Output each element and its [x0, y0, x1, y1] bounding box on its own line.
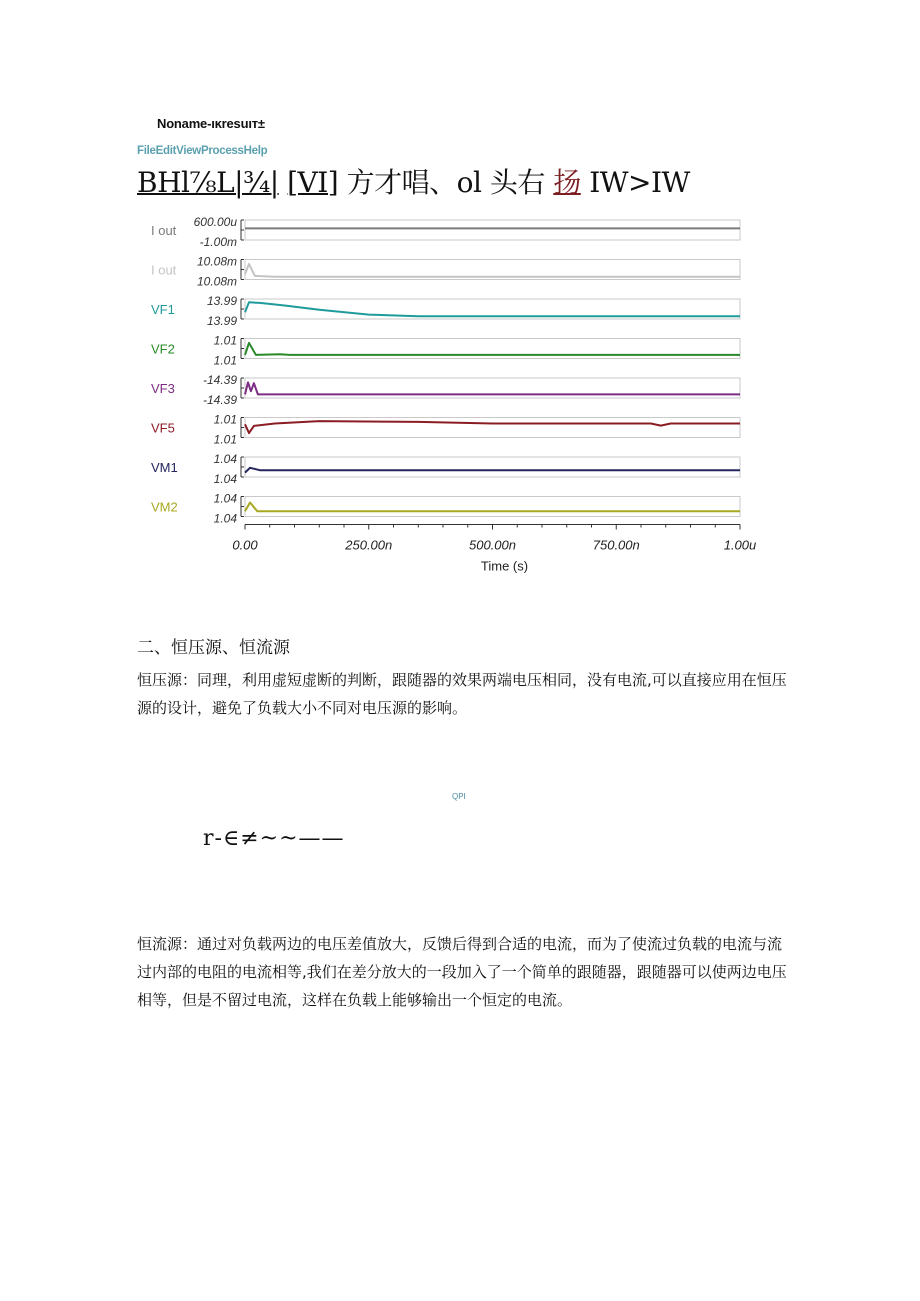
trace-axis-bracket [241, 497, 244, 517]
trace-axis-bracket [241, 339, 244, 359]
y-min-label: 13.99 [206, 314, 237, 328]
trace-name: VF5 [151, 420, 175, 436]
trace-axis-bracket [241, 299, 244, 319]
trace-axis-bracket [241, 418, 244, 438]
menu-bar [137, 145, 267, 157]
trace-panel [245, 220, 740, 240]
waveform-plot [137, 212, 777, 584]
y-max-label: 1.04 [213, 452, 237, 466]
trace-name: VF1 [151, 302, 175, 317]
menu-view[interactable]: View [176, 145, 201, 157]
x-tick-label: 750.00n [592, 537, 640, 553]
trace-axis-bracket [241, 378, 244, 398]
toolbar-vi-button[interactable]: [VI] [287, 166, 339, 199]
trace-name: VM2 [151, 499, 178, 515]
toolbar-buttons-c[interactable]: 扬 [553, 166, 581, 199]
trace-panel [245, 497, 740, 517]
y-min-label: 1.01 [213, 353, 237, 368]
trace-panel [245, 457, 740, 477]
y-min-label: 1.01 [213, 432, 237, 447]
menu-edit[interactable]: Edit [155, 145, 177, 157]
y-max-label: -14.39 [202, 373, 237, 387]
circuit-figure-text: r-∈≠~~—— [203, 826, 345, 851]
y-max-label: 1.01 [213, 412, 237, 427]
x-tick-label: 0.00 [232, 537, 258, 553]
x-axis-label: Time (s) [480, 558, 529, 574]
paragraph-voltage-source: 恒压源：同理，利用虚短虚断的判断，跟随器的效果两端电压相同，没有电流,可以直接应用在恒压源的设计，避免了负载大小不同对电压源的影响。 [137, 671, 787, 717]
menu-help[interactable]: Help [243, 145, 268, 157]
trace-axis-bracket [241, 260, 244, 280]
figure-label: QPI [452, 792, 466, 801]
x-tick-label: 1.00u [723, 537, 757, 553]
trace-name: VF3 [151, 381, 175, 396]
y-min-label: -1.00m [199, 235, 237, 249]
toolbar-buttons-d[interactable]: IW>IW [589, 166, 690, 199]
y-min-label: -14.39 [202, 393, 237, 407]
app-title: Noname-ıĸresuıт± [157, 116, 265, 131]
toolbar [137, 163, 690, 203]
y-max-label: 10.08m [196, 254, 237, 269]
y-max-label: 13.99 [206, 294, 237, 308]
waveform-chart [137, 212, 777, 584]
y-max-label: 1.01 [213, 333, 237, 348]
y-max-label: 1.04 [213, 491, 237, 506]
x-tick-label: 500.00n [469, 537, 516, 553]
paragraph-current-source: 恒流源：通过对负载两边的电压差值放大，反馈后得到合适的电流，而为了使流过负载的电流与流过内部的电阻的电流相等,我们在差分放大的一段加入了一个简单的跟随器，跟随器可以使两边电压相等，但是不留过电流，这样在负载上能够输出一个恒定的电流。 [137, 935, 787, 1009]
trace-axis-bracket [241, 457, 244, 477]
trace-name: I out [151, 223, 177, 238]
y-min-label: 10.08m [196, 274, 237, 289]
trace-name: I out [151, 262, 177, 278]
y-max-label: 600.00u [193, 215, 237, 229]
y-min-label: 1.04 [213, 472, 237, 486]
toolbar-buttons-b[interactable]: 方才唱、ol 头右 [346, 166, 545, 199]
y-min-label: 1.04 [213, 511, 237, 526]
trace-name: VF2 [151, 341, 175, 357]
x-tick-label: 250.00n [345, 537, 393, 553]
trace-axis-bracket [241, 220, 244, 240]
menu-file[interactable]: File [137, 145, 156, 157]
toolbar-buttons-a[interactable]: BHl⅞L|¾| [137, 166, 279, 199]
menu-process[interactable]: Process [200, 145, 244, 157]
section-heading: 二、恒压源、恒流源 [137, 638, 290, 658]
trace-name: VM1 [151, 460, 178, 475]
